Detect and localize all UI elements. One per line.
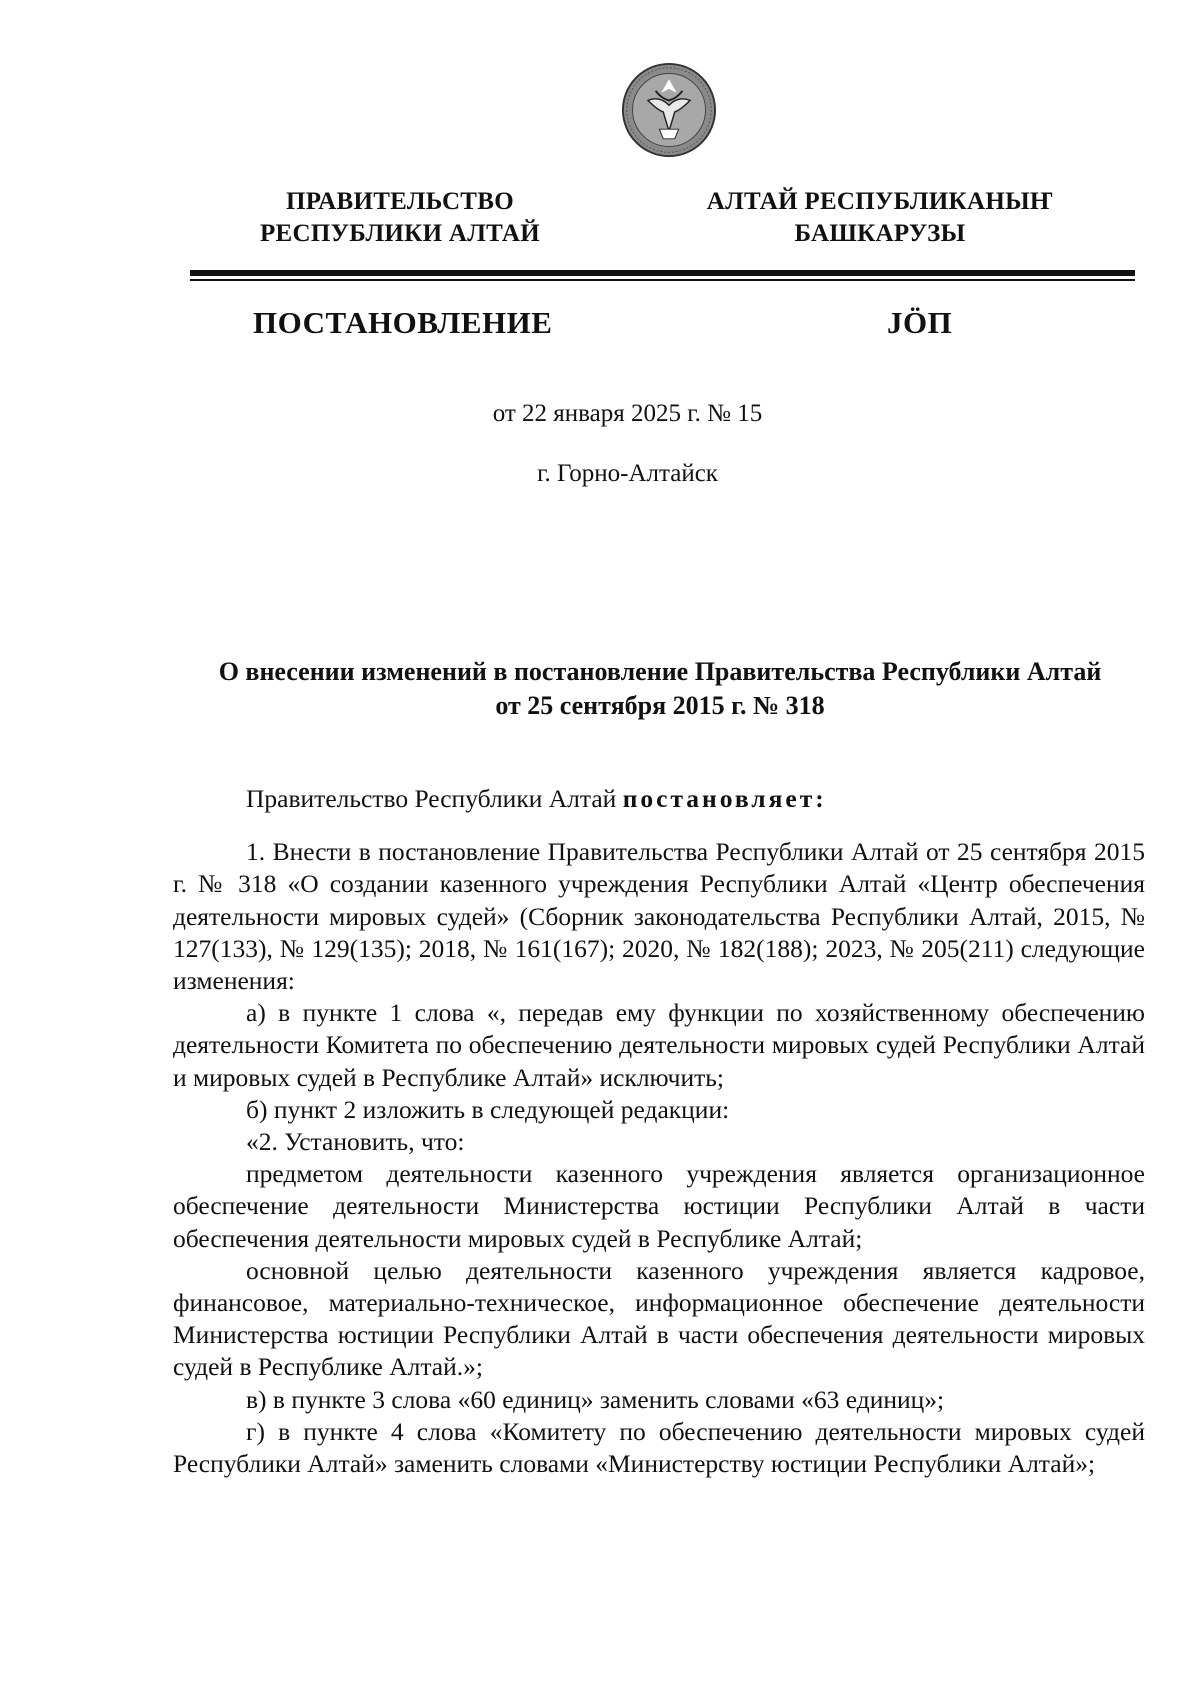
document-title [170,655,1150,723]
title-line1: О внесении изменений в постановление Правительства Республики Алтай [218,657,1102,686]
coat-of-arms-icon [621,62,717,158]
subitem-a: а) в пункте 1 слова «, передав ему функции по хозяйственному обеспечению деятельности Комитета по обеспечению деятельности мировых судей Республики Алтай и мировых судей в Республике Алтай» исключить; [173,998,1145,1092]
paragraph-1: 1. Внести в постановление Правительства Республики Алтай от 25 сентября 2015 г. № 318 «О создании казенного учреждения Республики Алтай «Центр обеспечения деятельности мировых судей» (Сборник законодательства Республики Алтай, 2015, № 127(133), № 129(135); 2018, № 161(167); 2020, № 182(188); 2023, № 205(211) следующие изменения: [173,837,1145,996]
header-left-line2: РЕСПУБЛИКИ АЛТАЙ [259,220,540,247]
header-right-line1: АЛТАЙ РЕСПУБЛИКАНЫҤ [706,188,1054,215]
header-right-line2: БАШКАРУЗЫ [794,220,966,247]
government-header-alt [700,186,1060,250]
header-divider-thin [190,279,1135,281]
subitem-g: г) в пункте 4 слова «Комитету по обеспечению деятельности мировых судей Республики Алтай» заменить словами «Министерству юстиции Республики Алтай»; [173,1416,1145,1479]
preamble [173,783,1145,815]
header-divider-thick [190,270,1135,276]
city-line: г. Горно-Алтайск [537,460,718,487]
quoted-goal: основной целью деятельности казенного учреждения является кадровое, финансовое, материально-техническое, информационное обеспечение деятельности Министерства юстиции Республики Алтай в части обеспечения деятельности мировых судей в Республике Алтай.»; [173,1255,1145,1382]
subitem-b: б) пункт 2 изложить в следующей редакции: [246,1094,730,1124]
header-left-line1: ПРАВИТЕЛЬСТВО [286,188,514,215]
quoted-subject: предметом деятельности казенного учреждения является организационное обеспечение деятельности Министерства юстиции Республики Алтай в части обеспечения деятельности мировых судей в Республике Алтай; [173,1159,1145,1253]
title-line2: от 25 сентября 2015 г. № 318 [495,691,825,720]
doc-type-ru: ПОСТАНОВЛЕНИЕ [253,305,553,340]
document-body [173,783,1145,1480]
preamble-text: Правительство Республики Алтай [246,784,623,813]
date-number-line: от 22 января 2025 г. № 15 [492,400,763,427]
preamble-emphasis: постановляет: [622,784,827,813]
quoted-item-2: «2. Установить, что: [246,1127,465,1157]
government-header-ru [200,186,600,250]
subitem-v: в) в пункте 3 слова «60 единиц» заменить словами «63 единиц»; [246,1384,945,1414]
doc-type-alt: JÖП [887,305,953,340]
